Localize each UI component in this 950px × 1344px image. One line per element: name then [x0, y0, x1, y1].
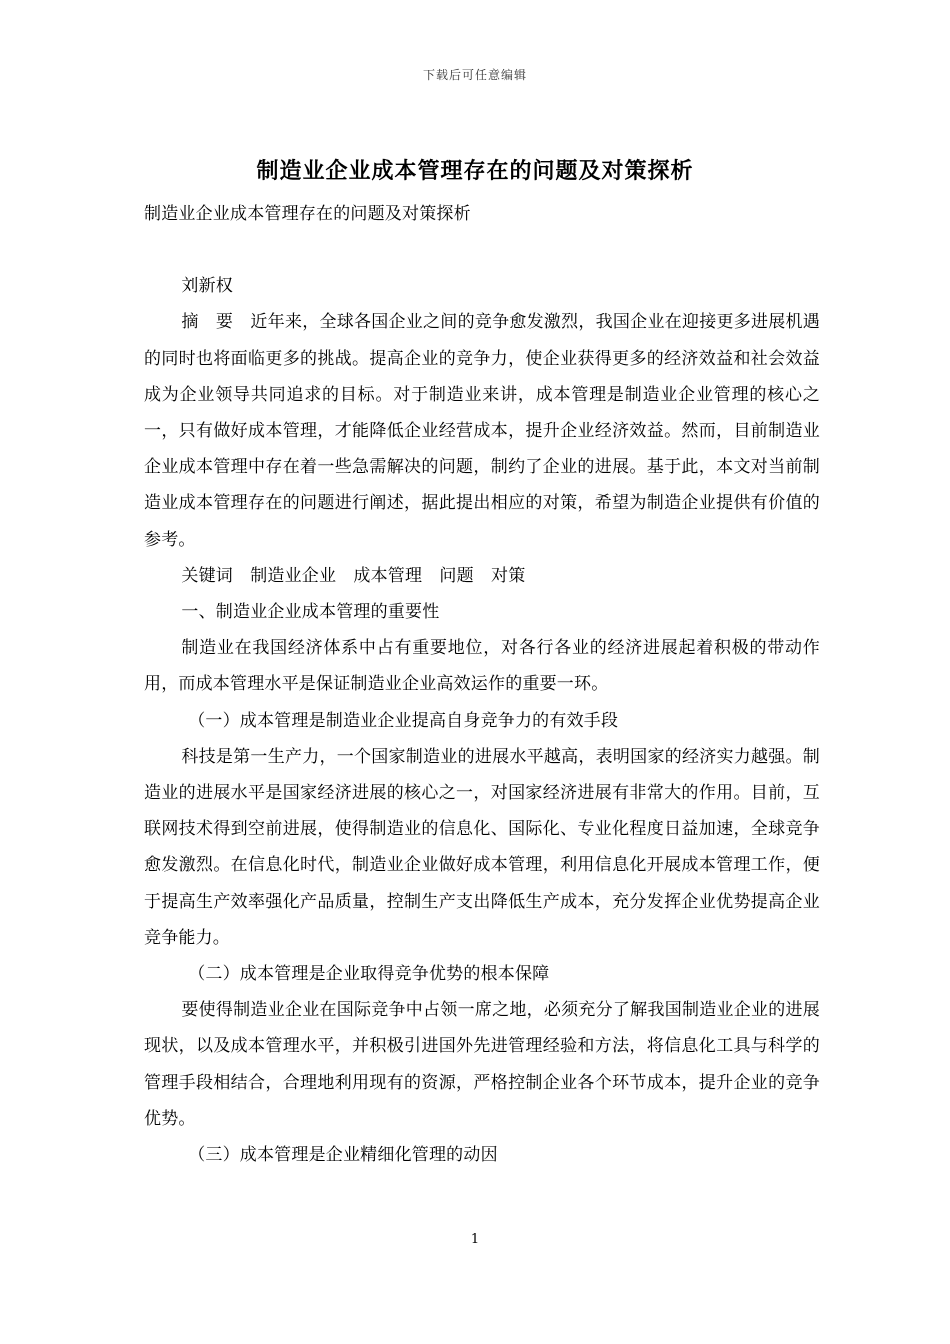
subtitle: 制造业企业成本管理存在的问题及对策探析	[144, 204, 471, 224]
blank-line	[144, 232, 820, 268]
document-title: 制造业企业成本管理存在的问题及对策探析	[256, 158, 694, 184]
abstract-paragraph: 摘 要 近年来，全球各国企业之间的竞争愈发激烈，我国企业在迎接更多进展机遇的同时也将面临更多的挑战。提高企业的竞争力，使企业获得更多的经济效益和社会效益成为企业领导共同追求的目标。对于制造业来讲，成本管理是制造业企业管理的核心之一，只有做好成本管理，才能降低企业经营成本，提升企业经济效益。然而，目前制造业企业成本管理中存在着一些急需解决的问题，制约了企业的进展。基于此，本文对当前制造业成本管理存在的问题进行阐述，据此提出相应的对策，希望为制造企业提供有价值的参考。	[144, 312, 820, 550]
subsection-heading-2: （二）成本管理是企业取得竞争优势的根本保障	[188, 964, 550, 985]
keywords: 关键词 制造业企业 成本管理 问题 对策	[181, 565, 526, 586]
author: 刘新权	[181, 276, 233, 297]
section-heading: 一、制造业企业成本管理的重要性	[181, 602, 440, 623]
header-note: 下载后可任意编辑	[422, 68, 527, 82]
subsection-paragraph-2: 要使得制造业企业在国际竞争中占领一席之地，必须充分了解我国制造业企业的进展现状，以及成本管理水平，并积极引进国外先进管理经验和方法，将信息化工具与科学的管理手段相结合，合理地利用现有的资源，严格控制企业各个环节成本，提升企业的竞争优势。	[144, 1000, 820, 1129]
section-intro-paragraph: 制造业在我国经济体系中占有重要地位，对各行各业的经济进展起着积极的带动作用，而成本管理水平是保证制造业企业高效运作的重要一环。	[144, 638, 820, 695]
subsection-paragraph-1: 科技是第一生产力，一个国家制造业的进展水平越高，表明国家的经济实力越强。制造业的进展水平是国家经济进展的核心之一，对国家经济进展有非常大的作用。目前，互联网技术得到空前进展，使得制造业的信息化、国际化、专业化程度日益加速，全球竞争愈发激烈。在信息化时代，制造业企业做好成本管理，利用信息化开展成本管理工作，便于提高生产效率强化产品质量，控制生产支出降低生产成本，充分发挥企业优势提高企业竞争能力。	[144, 746, 820, 948]
document-body	[144, 196, 820, 1173]
subsection-heading-1: （一）成本管理是制造业企业提高自身竞争力的有效手段	[188, 710, 619, 731]
subsection-heading-3: （三）成本管理是企业精细化管理的动因	[188, 1145, 498, 1166]
page-number: 1	[470, 1232, 480, 1247]
